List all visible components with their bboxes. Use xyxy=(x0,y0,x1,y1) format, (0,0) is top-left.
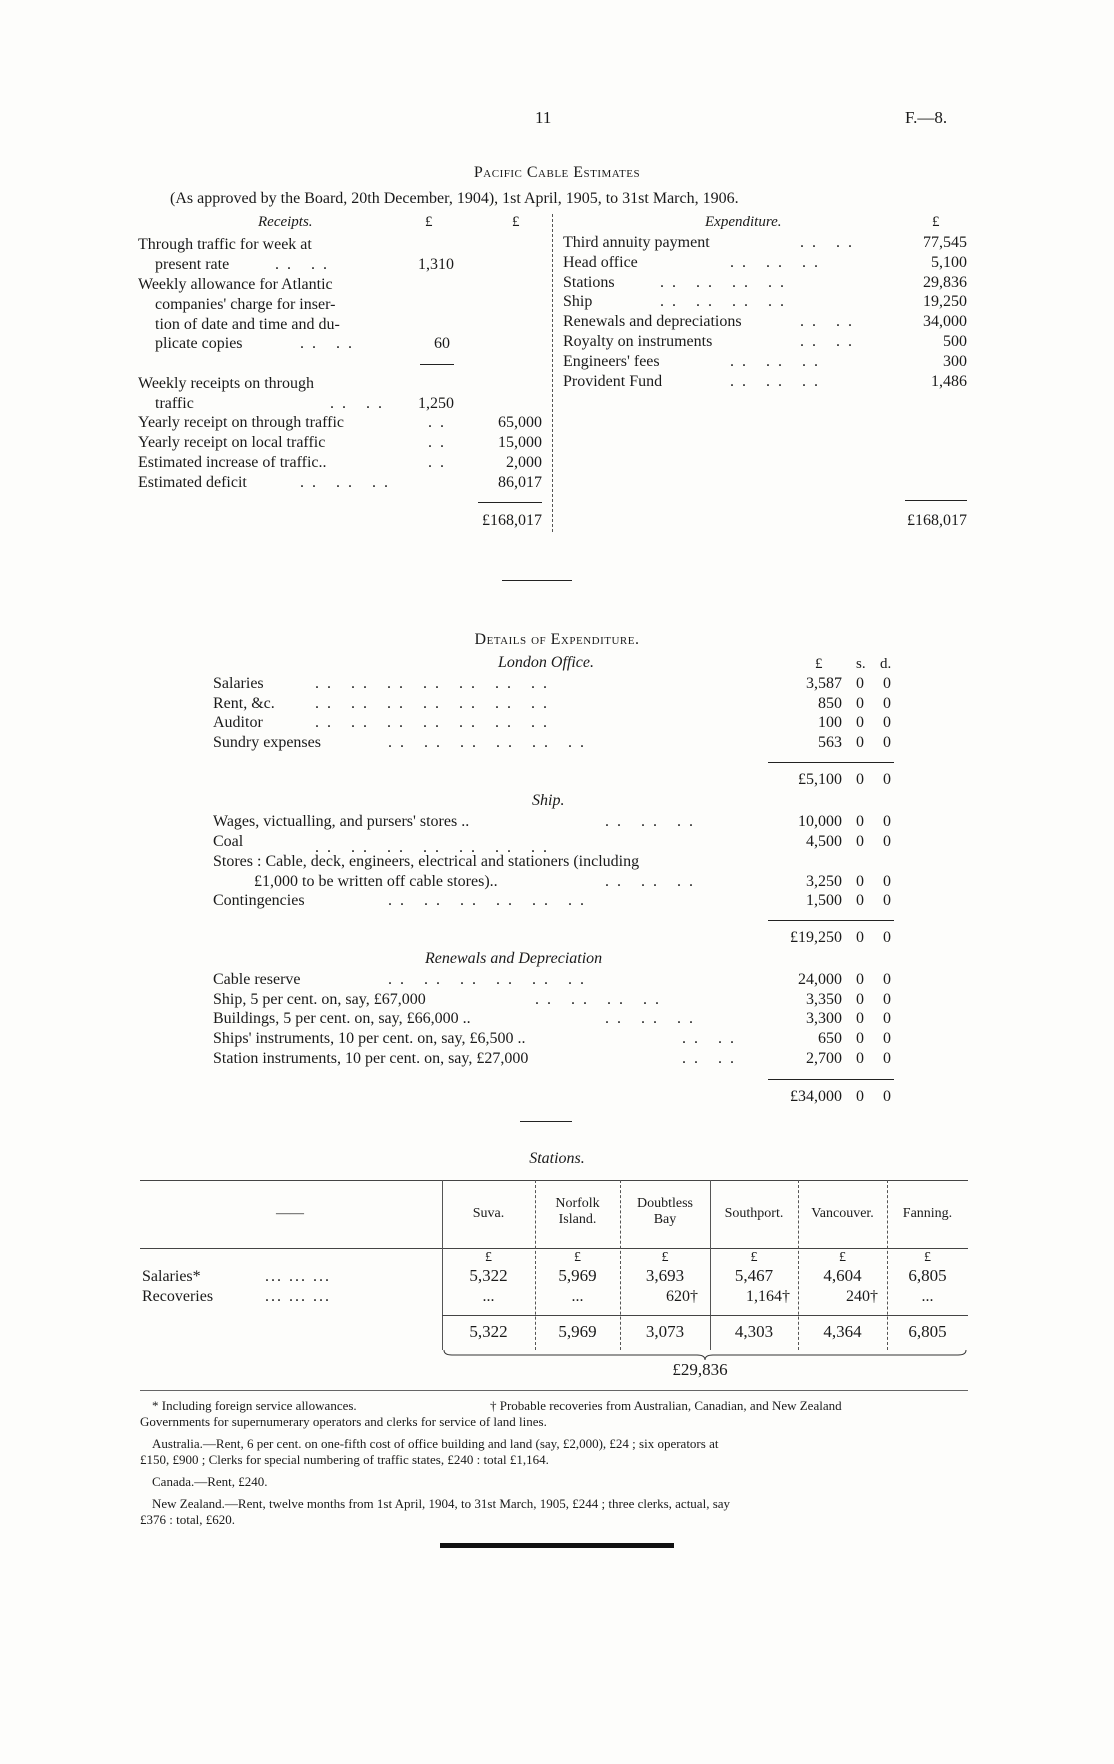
leader-dots: .. .. .. xyxy=(605,1010,701,1027)
total-rule xyxy=(478,502,542,503)
col-pence-header: d. xyxy=(880,656,892,672)
amount-shillings: 0 xyxy=(856,734,864,751)
leader-dots: .. .. xyxy=(330,395,390,412)
expenditure-value: 300 xyxy=(943,353,967,370)
amount-pounds: 10,000 xyxy=(798,813,842,830)
cell-value: 5,322 xyxy=(469,1266,508,1285)
document-reference: F.—8. xyxy=(905,108,948,127)
pound-sign: £ xyxy=(485,1250,492,1265)
total-rule xyxy=(768,762,894,763)
amount-pounds: 4,500 xyxy=(806,833,842,850)
receipt-line: Yearly receipt on through traffic xyxy=(138,414,345,431)
cell-value: ... xyxy=(921,1288,934,1305)
row-label-recoveries: Recoveries xyxy=(142,1288,214,1305)
page-number: 11 xyxy=(535,108,552,127)
footnote-star: * Including foreign service allowances. xyxy=(152,1398,357,1413)
receipt-line: present rate xyxy=(155,256,230,273)
amount-pence: 0 xyxy=(883,873,891,890)
amount-pence: 0 xyxy=(883,971,891,988)
renewals-total: £34,000 xyxy=(790,1088,842,1105)
column-divider xyxy=(552,214,553,532)
expenditure-label: Provident Fund xyxy=(563,373,663,390)
london-heading: London Office. xyxy=(498,654,594,671)
receipts-total: £168,017 xyxy=(482,512,542,529)
totals-rule xyxy=(442,1315,968,1316)
expenditure-value: 5,100 xyxy=(931,254,967,271)
column-header-doubtless-bay: Doubtless Bay xyxy=(637,1196,693,1227)
cell-value: ... xyxy=(482,1288,495,1305)
column-total: 4,303 xyxy=(734,1322,774,1341)
footnote-rule xyxy=(140,1390,968,1391)
column-total: 3,073 xyxy=(645,1322,685,1341)
section-separator xyxy=(520,1121,572,1122)
leader-dots: .. .. .. .. .. .. xyxy=(388,971,592,988)
leader-dots: .. .. xyxy=(682,1050,742,1067)
leader-dots: .. .. xyxy=(682,1030,742,1047)
amount-pence: 0 xyxy=(883,771,891,788)
amount-pence: 0 xyxy=(883,734,891,751)
column-total: 6,805 xyxy=(908,1322,947,1341)
amount-pounds: 650 xyxy=(818,1030,842,1047)
column-header-norfolk-island: Norfolk Island. xyxy=(555,1196,600,1227)
receipts-col1-header: £ xyxy=(425,214,433,230)
end-rule xyxy=(440,1543,674,1548)
leader-dots: .. xyxy=(428,454,452,471)
ship-total: £19,250 xyxy=(790,929,842,946)
amount-shillings: 0 xyxy=(856,1088,864,1105)
stub-dash: —— xyxy=(276,1206,304,1221)
amount-shillings: 0 xyxy=(856,675,864,692)
leader-dots: .. .. .. xyxy=(730,254,826,271)
leader-dots: .. .. .. xyxy=(605,813,701,830)
amount-pounds: 3,350 xyxy=(806,991,842,1008)
footnote-australia-cont: £150, £900 ; Clerks for special numbering of traffic states, £240 : total £1,164. xyxy=(140,1452,549,1467)
leader-dots: .. .. .. xyxy=(730,353,826,370)
amount-shillings: 0 xyxy=(856,695,864,712)
amount-shillings: 0 xyxy=(856,813,864,830)
receipt-line: plicate copies xyxy=(155,335,243,352)
receipt-value: 2,000 xyxy=(506,454,542,471)
amount-pence: 0 xyxy=(883,675,891,692)
column-total: 4,364 xyxy=(823,1322,862,1341)
amount-pounds: 2,700 xyxy=(806,1050,842,1067)
leader-dots: .. .. xyxy=(800,333,860,350)
amount-pence: 0 xyxy=(883,929,891,946)
expenditure-label: Engineers' fees xyxy=(563,353,660,370)
receipt-value: 65,000 xyxy=(498,414,542,431)
amount-shillings: 0 xyxy=(856,714,864,731)
ship-label: Stores : Cable, deck, engineers, electrical and stationers (including xyxy=(213,853,640,870)
column-header-southport: Southport. xyxy=(724,1206,784,1221)
renewals-label: Station instruments, 10 per cent. on, say, £27,000 xyxy=(213,1050,529,1067)
leader-dots: .. .. .. xyxy=(605,873,701,890)
amount-pounds: 563 xyxy=(818,734,842,751)
col-shillings-header: s. xyxy=(856,656,866,672)
leader-dots: .. .. xyxy=(800,313,860,330)
expenditure-label: Head office xyxy=(563,254,638,271)
amount-shillings: 0 xyxy=(856,771,864,788)
amount-pence: 0 xyxy=(883,695,891,712)
footnote-dagger-cont: Governments for supernumerary operators and clerks for service of land lines. xyxy=(140,1414,547,1429)
col-pounds-header: £ xyxy=(815,656,823,672)
london-label: Rent, &c. xyxy=(213,695,275,712)
amount-pence: 0 xyxy=(883,714,891,731)
expenditure-heading: Expenditure. xyxy=(705,214,782,230)
expenditure-value: 29,836 xyxy=(923,274,967,291)
cell-value: 1,164† xyxy=(746,1288,790,1305)
expenditure-col-header: £ xyxy=(932,214,940,230)
amount-pence: 0 xyxy=(883,1050,891,1067)
london-total: £5,100 xyxy=(798,771,842,788)
leader-dots: .. .. .. .. .. .. .. xyxy=(315,695,555,712)
leader-dots: .. .. .. .. xyxy=(535,991,667,1008)
ship-label: Wages, victualling, and pursers' stores .. xyxy=(213,813,470,830)
london-label: Salaries xyxy=(213,675,264,692)
leader-dots: .. .. .. xyxy=(730,373,826,390)
renewals-heading: Renewals and Depreciation xyxy=(425,950,603,967)
amount-pence: 0 xyxy=(883,1010,891,1027)
amount-shillings: 0 xyxy=(856,833,864,850)
amount-shillings: 0 xyxy=(856,873,864,890)
receipt-value: 86,017 xyxy=(498,474,542,491)
ship-label: Contingencies xyxy=(213,892,305,909)
leader-dots: .. .. .. .. .. .. .. xyxy=(315,839,555,856)
receipt-value: 60 xyxy=(434,335,450,352)
leader-dots: .. .. .. .. .. .. .. xyxy=(315,675,555,692)
expenditure-value: 1,486 xyxy=(931,373,967,390)
leader-dots: ... ... ... xyxy=(265,1268,331,1285)
renewals-label: Ship, 5 per cent. on, say, £67,000 xyxy=(213,991,426,1008)
amount-pence: 0 xyxy=(883,892,891,909)
amount-pounds: 3,250 xyxy=(806,873,842,890)
ship-heading: Ship. xyxy=(532,792,565,809)
cell-value: ... xyxy=(571,1288,584,1305)
amount-pounds: 3,587 xyxy=(806,675,842,692)
receipt-line: companies' charge for inser- xyxy=(155,296,336,313)
amount-pence: 0 xyxy=(883,833,891,850)
leader-dots: .. .. xyxy=(800,234,860,251)
column-total: 5,322 xyxy=(469,1322,508,1341)
expenditure-value: 500 xyxy=(943,333,967,350)
page-title: Pacific Cable Estimates xyxy=(473,164,641,181)
ship-label: £1,000 to be written off cable stores).. xyxy=(254,873,498,890)
receipt-line: Estimated increase of traffic.. xyxy=(138,454,327,471)
column-header-vancouver: Vancouver. xyxy=(811,1206,874,1221)
leader-dots: .. .. .. .. .. .. xyxy=(388,892,592,909)
row-label-salaries: Salaries* xyxy=(142,1268,201,1285)
footnote-new-zealand: New Zealand.—Rent, twelve months from 1st April, 1904, to 31st March, 1905, £244 ; three clerks, actual, say xyxy=(152,1496,731,1511)
receipt-line: Weekly receipts on through xyxy=(138,375,314,392)
column-total: 5,969 xyxy=(558,1322,597,1341)
amount-shillings: 0 xyxy=(856,971,864,988)
leader-dots: .. .. .. xyxy=(300,474,396,491)
cell-value: 5,969 xyxy=(558,1266,597,1285)
leader-dots: .. .. .. .. xyxy=(660,274,792,291)
expenditure-label: Royalty on instruments xyxy=(563,333,713,350)
table-header-rule xyxy=(140,1248,968,1249)
expenditure-value: 19,250 xyxy=(923,293,967,310)
total-rule xyxy=(768,1079,894,1080)
receipt-line: Weekly allowance for Atlantic xyxy=(138,276,333,293)
section-separator xyxy=(502,580,572,581)
leader-dots: .. .. .. .. xyxy=(660,293,792,310)
amount-shillings: 0 xyxy=(856,892,864,909)
table-top-rule xyxy=(140,1180,968,1181)
amount-pence: 0 xyxy=(883,991,891,1008)
pound-sign: £ xyxy=(750,1250,758,1265)
amount-pence: 0 xyxy=(883,813,891,830)
receipt-value: 1,310 xyxy=(418,256,454,273)
grand-total: £29,836 xyxy=(672,1360,728,1379)
leader-dots: .. xyxy=(428,414,452,431)
cell-value: 620† xyxy=(666,1288,698,1305)
receipt-line: Estimated deficit xyxy=(138,474,247,491)
page-subtitle: (As approved by the Board, 20th December, 1904), 1st April, 1905, to 31st March, 1906. xyxy=(170,190,739,207)
amount-pounds: 24,000 xyxy=(798,971,842,988)
subtotal-rule xyxy=(420,364,454,365)
london-label: Sundry expenses xyxy=(213,734,321,751)
amount-pounds: 3,300 xyxy=(806,1010,842,1027)
stations-heading: Stations. xyxy=(529,1150,585,1167)
total-rule xyxy=(768,920,894,921)
cell-value: 5,467 xyxy=(734,1266,774,1285)
amount-shillings: 0 xyxy=(856,929,864,946)
expenditure-value: 34,000 xyxy=(923,313,967,330)
column-header-fanning: Fanning. xyxy=(902,1206,953,1221)
leader-dots: ... ... ... xyxy=(265,1288,331,1305)
amount-pence: 0 xyxy=(883,1030,891,1047)
receipts-heading: Receipts. xyxy=(258,214,313,230)
receipt-value: 1,250 xyxy=(418,395,454,412)
footnote-dagger: † Probable recoveries from Australian, Canadian, and New Zealand xyxy=(490,1398,842,1413)
receipt-value: 15,000 xyxy=(498,434,542,451)
leader-dots: .. .. .. .. .. .. xyxy=(388,734,592,751)
amount-shillings: 0 xyxy=(856,991,864,1008)
leader-dots: .. .. .. .. .. .. .. xyxy=(315,714,555,731)
cell-value: 6,805 xyxy=(908,1266,947,1285)
pound-sign: £ xyxy=(924,1250,931,1265)
leader-dots: .. .. xyxy=(300,335,360,352)
cell-value: 3,693 xyxy=(645,1266,685,1285)
ship-label: Coal xyxy=(213,833,244,850)
pound-sign: £ xyxy=(661,1250,669,1265)
expenditure-value: 77,545 xyxy=(923,234,967,251)
leader-dots: .. xyxy=(428,434,452,451)
expenditure-label: Third annuity payment xyxy=(563,234,710,251)
renewals-label: Cable reserve xyxy=(213,971,301,988)
expenditure-label: Renewals and depreciations xyxy=(563,313,742,330)
total-rule xyxy=(905,500,967,501)
footnote-canada: Canada.—Rent, £240. xyxy=(152,1474,268,1489)
receipt-line: traffic xyxy=(155,395,194,412)
amount-pounds: 100 xyxy=(818,714,842,731)
amount-pence: 0 xyxy=(883,1088,891,1105)
column-header-suva: Suva. xyxy=(472,1206,505,1221)
cell-value: 240† xyxy=(846,1288,878,1305)
london-label: Auditor xyxy=(213,714,263,731)
pound-sign: £ xyxy=(574,1250,581,1265)
expenditure-label: Ship xyxy=(563,293,593,310)
footnote-new-zealand-cont: £376 : total, £620. xyxy=(140,1512,235,1527)
expenditure-label: Stations xyxy=(563,274,615,291)
amount-shillings: 0 xyxy=(856,1050,864,1067)
amount-shillings: 0 xyxy=(856,1010,864,1027)
receipt-line: Yearly receipt on local traffic xyxy=(138,434,326,451)
amount-pounds: 1,500 xyxy=(806,892,842,909)
cell-value: 4,604 xyxy=(823,1266,862,1285)
renewals-label: Ships' instruments, 10 per cent. on, say, £6,500 .. xyxy=(213,1030,526,1047)
amount-shillings: 0 xyxy=(856,1030,864,1047)
receipts-col2-header: £ xyxy=(512,214,520,230)
receipt-line: tion of date and time and du- xyxy=(155,316,340,333)
details-title: Details of Expenditure. xyxy=(474,631,640,648)
amount-pounds: 850 xyxy=(818,695,842,712)
renewals-label: Buildings, 5 per cent. on, say, £66,000 .. xyxy=(213,1010,471,1027)
footnote-australia: Australia.—Rent, 6 per cent. on one-fifth cost of office building and land (say, £2,000), £24 ; six operators at xyxy=(152,1436,719,1451)
expenditure-total: £168,017 xyxy=(907,512,967,529)
pound-sign: £ xyxy=(839,1250,846,1265)
leader-dots: .. .. xyxy=(275,256,335,273)
receipt-line: Through traffic for week at xyxy=(138,236,312,253)
